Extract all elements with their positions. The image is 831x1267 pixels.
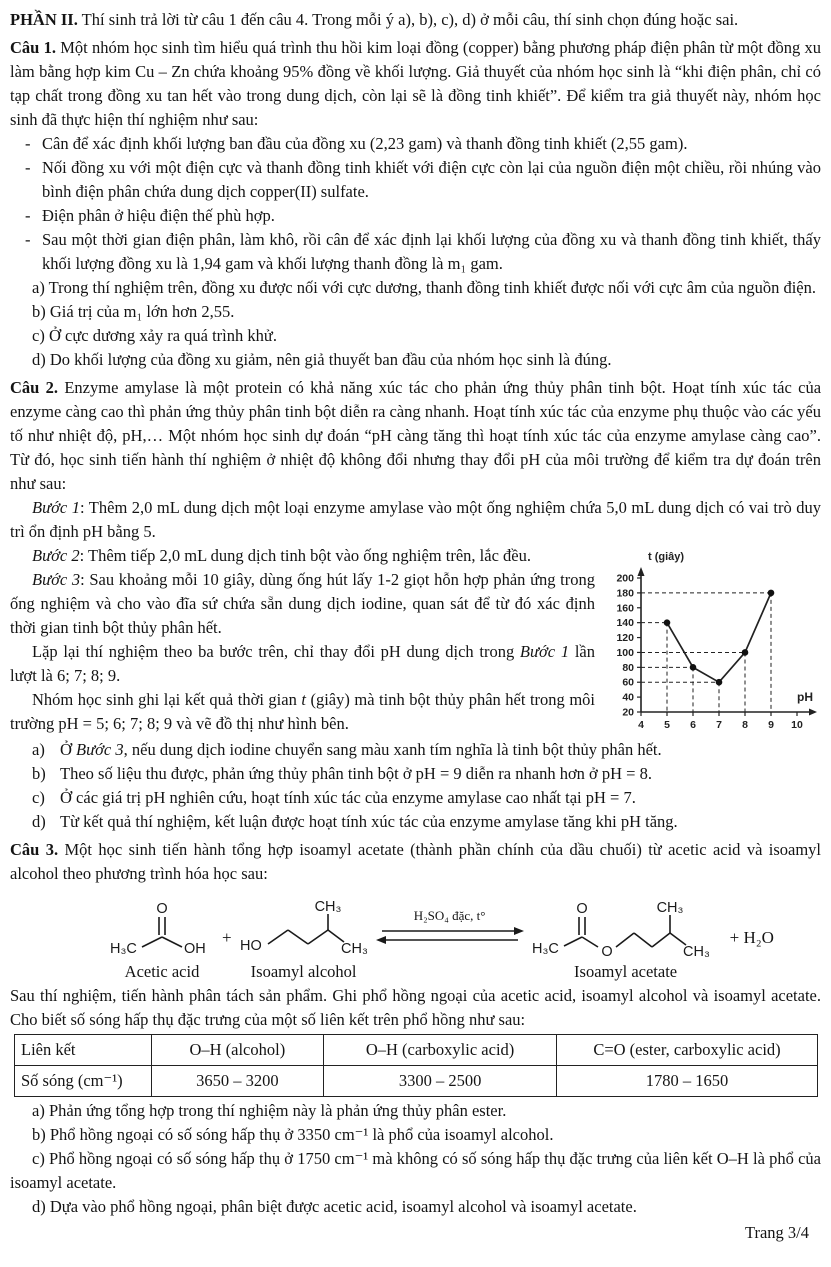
line-chart <box>601 546 821 736</box>
q3-option-a: a) Phản ứng tổng hợp trong thí nghiệm này là phản ứng thủy phân ester. <box>32 1101 507 1120</box>
q2-step-2: Bước 2: Thêm tiếp 2,0 mL dung dịch tinh bột vào ống nghiệm trên, lắc đều. <box>32 546 531 565</box>
isoamyl-acetate-label: Isoamyl acetate <box>574 962 678 981</box>
dash-bullet: - <box>25 206 31 225</box>
svg-text:OH: OH <box>184 941 206 957</box>
q3-option-d: d) Dựa vào phổ hồng ngoại, phân biệt được acetic acid, isoamyl alcohol và isoamyl acetate. <box>32 1197 637 1216</box>
q1-option-a: a) Trong thí nghiệm trên, đồng xu được nối với cực dương, thanh đồng tinh khiết được nối với cực âm của nguồn điện. <box>32 278 816 297</box>
q1-bullet-4: - Sau một thời gian điện phân, làm khô, rồi cân để xác định lại khối lượng của đồng xu và thanh đồng tinh khiết, thấy khối lượng đồng xu là 1,94 gam và khối lượng thanh đồng là m₁ gam. <box>10 228 821 276</box>
svg-text:pH: pH <box>797 690 813 704</box>
q1-bullet-3: - Điện phân ở hiệu điện thế phù hợp. <box>10 204 821 228</box>
acetic-acid-label: Acetic acid <box>124 962 200 981</box>
svg-text:CH₃: CH₃ <box>682 944 710 960</box>
structure-acetic-acid <box>108 900 216 982</box>
svg-text:O: O <box>156 901 168 917</box>
q1-intro: Câu 1. Một nhóm học sinh tìm hiểu quá trình thu hồi kim loại đồng (copper) bằng phương pháp điện phân từ một đồng xu làm bằng hợp kim Cu – Zn chứa khoảng 95% đồng về khối lượng. Giả thuyết của nhóm học sinh là “khi điện phân, chỉ có tạp chất trong đồng xu tan hết vào trong dung dịch, còn lại sẽ là đồng tinh khiết”. Để kiểm tra giả thuyết này, nhóm học sinh đã thực hiện thí nghiệm như sau: <box>10 38 821 129</box>
reaction-conditions <box>376 908 524 948</box>
q3-option-b: b) Phổ hồng ngoại có số sóng hấp thụ ở 3350 cm⁻¹ là phổ của isoamyl alcohol. <box>32 1125 554 1144</box>
svg-text:CH₃: CH₃ <box>656 900 684 916</box>
svg-text:O: O <box>575 901 588 917</box>
catalyst-label: H₂SO₄ đặc, t° <box>413 908 486 923</box>
row-label-so-song: Số sóng (cm⁻¹) <box>15 1066 152 1097</box>
svg-text:120: 120 <box>616 632 634 645</box>
q3-label: Câu 3. <box>10 840 59 859</box>
q2-step-3: Bước 3: Sau khoảng mỗi 10 giây, dùng ống hút lấy 1-2 giọt hỗn hợp phản ứng trong ống nghiệm và cho vào đĩa sứ chứa sẵn dung dịch iodine, quan sát để từ đó xác định thời gian tinh bột thủy phân hết. <box>10 570 595 637</box>
svg-text:O: O <box>600 944 613 960</box>
q2-step-1: Bước 1: Thêm 2,0 mL dung dịch một loại enzyme amylase vào một ống nghiệm chứa 5,0 mL dung dịch có vai trò duy trì ổn định pH bằng 5. <box>10 498 821 541</box>
structure-isoamyl-alcohol <box>238 900 370 982</box>
header-oh-acid: O–H (carboxylic acid) <box>324 1035 557 1066</box>
svg-text:CH₃: CH₃ <box>314 900 342 915</box>
structure-isoamyl-acetate <box>530 900 722 982</box>
ir-wavenumber-table <box>14 1034 818 1097</box>
water-product: + H₂O <box>729 928 774 947</box>
svg-text:H₃C: H₃C <box>110 941 137 957</box>
q2-label: Câu 2. <box>10 378 59 397</box>
isoamyl-alcohol-skeleton <box>238 900 370 962</box>
svg-text:5: 5 <box>664 719 670 731</box>
svg-text:10: 10 <box>791 719 803 731</box>
plus-sign: + <box>222 928 232 947</box>
q1-label: Câu 1. <box>10 38 56 57</box>
acetic-acid-skeleton <box>108 900 216 962</box>
table-value-row <box>15 1066 818 1097</box>
part2-label: PHẦN II. <box>10 10 78 29</box>
svg-text:160: 160 <box>616 602 634 615</box>
q2-option-b: b) Theo số liệu thu được, phản ứng thủy phân tinh bột ở pH = 9 diễn ra nhanh hơn ở pH = 8. <box>32 764 652 783</box>
q3-after-equation: Sau thí nghiệm, tiến hành phân tách sản phẩm. Ghi phổ hồng ngoại của acetic acid, isoamyl alcohol và isoamyl acetate. Cho biết số sóng hấp thụ đặc trưng của một số liên kết trên phổ hồng như sau: <box>10 986 821 1029</box>
svg-text:140: 140 <box>616 617 634 630</box>
svg-text:HO: HO <box>239 938 262 954</box>
q2-option-c: c) Ở các giá trị pH nghiên cứu, hoạt tính xúc tác của enzyme amylase cao nhất tại pH = 7. <box>32 788 636 807</box>
q3-intro: Câu 3. Một học sinh tiến hành tổng hợp isoamyl acetate (thành phần chính của dầu chuối) từ acetic acid và isoamyl alcohol theo phương trình hóa học sau: <box>10 840 822 883</box>
svg-text:t (giây): t (giây) <box>648 551 685 563</box>
header-oh-alcohol: O–H (alcohol) <box>151 1035 324 1066</box>
svg-text:7: 7 <box>716 719 722 731</box>
dash-bullet: - <box>25 230 31 249</box>
svg-text:6: 6 <box>690 719 696 731</box>
svg-text:CH₃: CH₃ <box>340 941 368 957</box>
isoamyl-acetate-skeleton <box>530 900 722 962</box>
q2-option-d: d) Từ kết quả thí nghiệm, kết luận được hoạt tính xúc tác của enzyme amylase tăng khi pH tăng. <box>32 812 678 831</box>
svg-text:200: 200 <box>616 572 634 585</box>
q2-result: Nhóm học sinh ghi lại kết quả thời gian t (giây) mà tinh bột thủy phân hết trong môi trường pH = 5; 6; 7; 8; 9 và vẽ đồ thị như hình bên. <box>10 690 595 733</box>
q1-option-c: c) Ở cực dương xảy ra quá trình khử. <box>32 326 277 345</box>
q2-repeat: Lặp lại thí nghiệm theo ba bước trên, chỉ thay đổi pH dung dịch trong Bước 1 lần lượt là 6; 7; 8; 9. <box>10 642 595 685</box>
q3-option-c: c) Phổ hồng ngoại có số sóng hấp thụ ở 1750 cm⁻¹ mà không có số sóng hấp thụ đặc trưng của liên kết O–H là phổ của isoamyl acetate. <box>10 1149 822 1192</box>
table-header-row <box>15 1035 818 1066</box>
dash-bullet: - <box>25 158 31 177</box>
q1-option-d: d) Do khối lượng của đồng xu giảm, nên giả thuyết ban đầu của nhóm học sinh là đúng. <box>32 350 612 369</box>
isoamyl-alcohol-label: Isoamyl alcohol <box>250 962 357 981</box>
svg-text:100: 100 <box>616 646 634 659</box>
q1-bullet-1: - Cân để xác định khối lượng ban đầu của đồng xu (2,23 gam) và thanh đồng tinh khiết (2,55 gam). <box>10 132 821 156</box>
svg-text:60: 60 <box>622 676 634 689</box>
page-number: Trang 3/4 <box>744 1223 809 1242</box>
svg-text:40: 40 <box>622 691 634 704</box>
q2-intro: Câu 2. Enzyme amylase là một protein có khả năng xúc tác cho phản ứng thủy phân tinh bột. Hoạt tính xúc tác của enzyme càng cao thì phản ứng thủy phân tinh bột diễn ra càng nhanh. Hoạt tính xúc tác của enzyme phụ thuộc vào các yếu tố như nhiệt độ, pH,… Một nhóm học sinh dự đoán “pH càng tăng thì hoạt tính xúc tác của enzyme amylase càng cao”. Từ đó, học sinh tiến hành thí nghiệm ở nhiệt độ không đổi nhưng thay đổi pH của môi trường để kiểm tra dự đoán trên như sau: <box>10 378 822 493</box>
value-co-ester: 1780 – 1650 <box>557 1066 818 1097</box>
q2-option-a: a) Ở Bước 3, nếu dung dịch iodine chuyển sang màu xanh tím nghĩa là tinh bột thủy phân hết. <box>32 740 662 759</box>
part2-header <box>10 8 821 32</box>
q1-bullet-2: - Nối đồng xu với một điện cực và thanh đồng tinh khiết với điện cực còn lại của nguồn điện một chiều, rồi nhúng vào bình điện phân chứa dung dịch copper(II) sulfate. <box>10 156 821 204</box>
equilibrium-arrows-icon <box>376 924 524 948</box>
svg-text:20: 20 <box>622 706 634 719</box>
header-co-ester: C=O (ester, carboxylic acid) <box>557 1035 818 1066</box>
svg-text:H₃C: H₃C <box>531 941 559 957</box>
svg-text:9: 9 <box>768 719 774 731</box>
reaction-equation <box>108 890 821 982</box>
dash-bullet: - <box>25 134 31 153</box>
svg-text:8: 8 <box>742 719 748 731</box>
value-oh-alcohol: 3650 – 3200 <box>151 1066 324 1097</box>
q1-option-b: b) Giá trị của m₁ lớn hơn 2,55. <box>32 302 235 321</box>
svg-text:4: 4 <box>638 719 644 731</box>
header-lien-ket: Liên kết <box>15 1035 152 1066</box>
part2-text: Thí sinh trả lời từ câu 1 đến câu 4. Trong mỗi ý a), b), c), d) ở mỗi câu, thí sinh chọn đúng hoặc sai. <box>81 10 739 29</box>
ph-time-chart <box>601 546 821 736</box>
value-oh-acid: 3300 – 2500 <box>324 1066 557 1097</box>
svg-text:180: 180 <box>616 587 634 600</box>
svg-text:80: 80 <box>622 661 634 674</box>
